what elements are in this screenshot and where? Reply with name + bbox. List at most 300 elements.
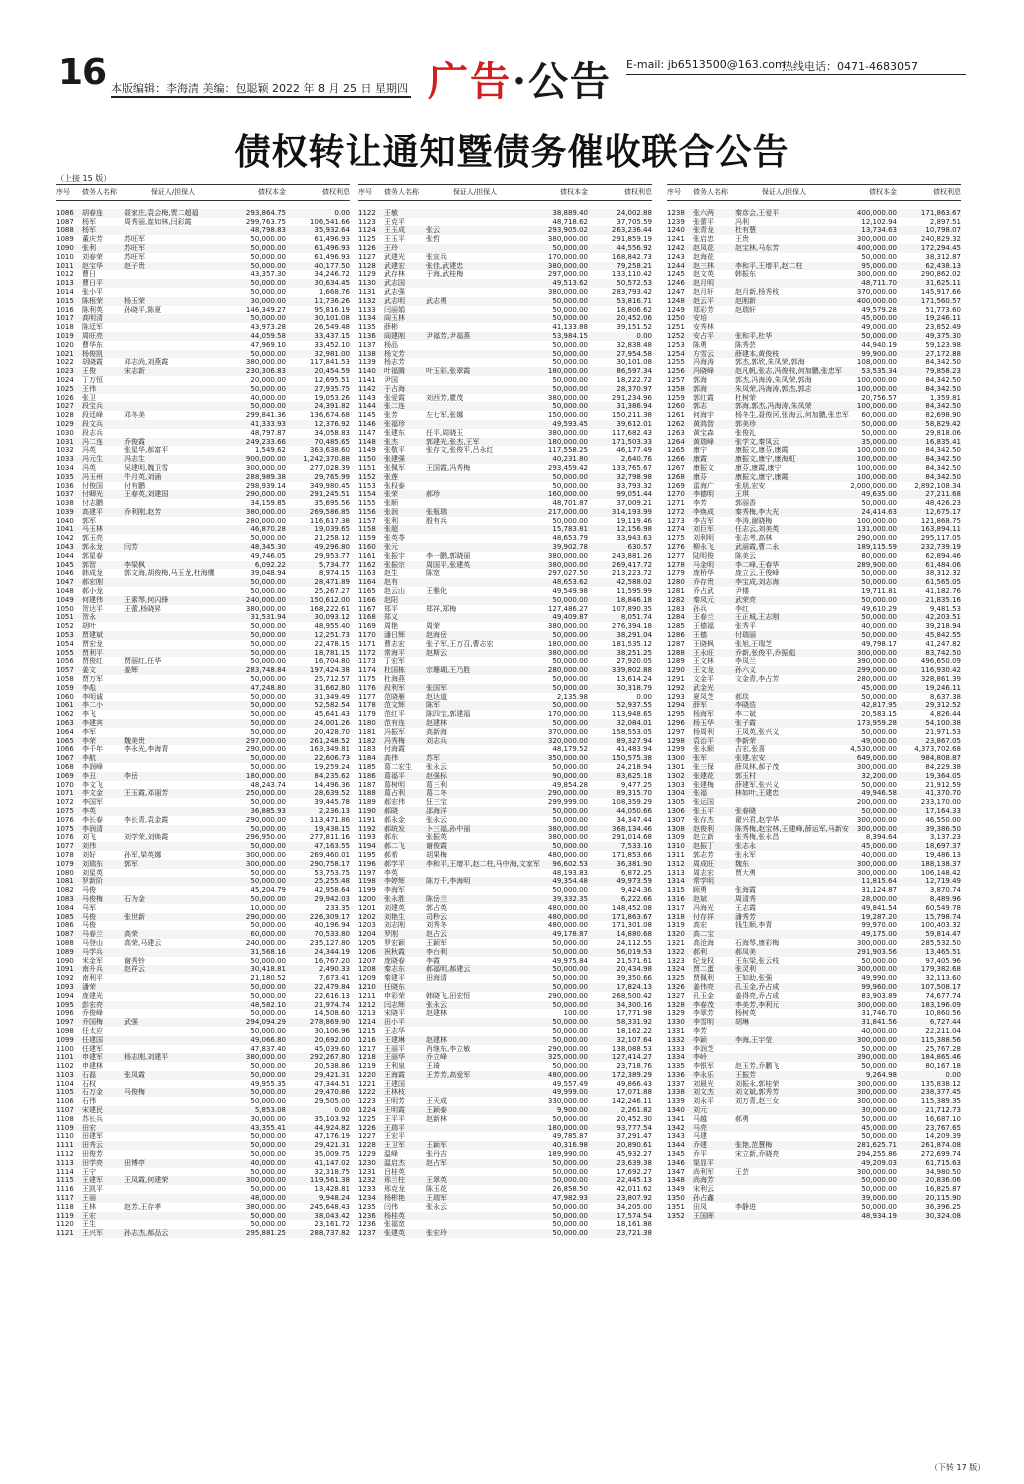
table-row <box>358 394 652 403</box>
cell-principal: 50,000.00 <box>552 349 588 358</box>
cell-principal: 290,000.00 <box>547 789 588 798</box>
cell-principal: 380,000.00 <box>547 833 588 842</box>
cell-principal: 40,231.80 <box>552 455 588 464</box>
cell-no: 1135 <box>358 323 376 332</box>
table-row <box>56 613 350 622</box>
cell-debtor: 冯海光 <box>693 903 714 912</box>
cell-debtor: 温峰 <box>384 1150 398 1159</box>
table-row <box>358 253 652 262</box>
cell-interest: 47,163.55 <box>314 842 350 851</box>
cell-principal: 45,000.00 <box>861 1123 897 1132</box>
table-row <box>56 1220 350 1229</box>
cell-guarantor: 苏旺军 <box>124 252 145 261</box>
cell-interest: 97,405.96 <box>925 956 961 965</box>
cell-principal: 50,000.00 <box>552 1167 588 1176</box>
cell-interest: 84,342.50 <box>925 375 961 384</box>
cell-no: 1075 <box>56 824 74 833</box>
cell-debtor: 杨俊凯 <box>82 349 103 358</box>
cell-interest: 119,561.38 <box>309 1176 350 1185</box>
table-row <box>358 464 652 473</box>
cell-guarantor <box>426 534 524 543</box>
cell-debtor: 郝晓 <box>384 806 398 815</box>
cell-interest: 30,106.96 <box>314 1026 350 1035</box>
cell-guarantor <box>124 728 222 737</box>
table-row <box>667 860 961 869</box>
cell-debtor: 王国晖 <box>693 1211 714 1220</box>
table-row <box>56 455 350 464</box>
cell-guarantor <box>426 1018 524 1027</box>
cell-debtor: 姜文 <box>82 666 96 675</box>
cell-no: 1106 <box>56 1097 74 1106</box>
cell-interest: 32,838.48 <box>616 340 652 349</box>
table-row <box>358 622 652 631</box>
cell-principal: 48,797.87 <box>250 428 286 437</box>
cell-no: 1058 <box>56 675 74 684</box>
cell-no: 1272 <box>667 507 685 516</box>
cell-debtor: 庞桥华 <box>693 569 714 578</box>
cell-no: 1302 <box>667 771 685 780</box>
cell-debtor: 李英 <box>384 868 398 877</box>
cell-principal: 100,000.00 <box>856 463 897 472</box>
cell-debtor: 段宝兵 <box>82 402 103 411</box>
cell-guarantor: 王春英,刘建国 <box>124 490 169 499</box>
table-row <box>667 1036 961 1045</box>
cell-no: 1052 <box>56 622 74 631</box>
cell-principal: 39,000.00 <box>861 1194 897 1203</box>
table-row <box>358 1203 652 1212</box>
cell-interest: 32,084.01 <box>616 719 652 728</box>
cell-interest: 46,177.49 <box>616 446 652 455</box>
cell-debtor: 郝希 <box>384 850 398 859</box>
cell-guarantor: 赵海岳 <box>426 631 447 640</box>
cell-no: 1017 <box>56 314 74 323</box>
cell-principal: 300,000.00 <box>245 850 286 859</box>
cell-principal: 50,000.00 <box>250 243 286 252</box>
cell-interest: 99,051.44 <box>616 490 652 499</box>
cell-principal: 50,000.00 <box>250 402 286 411</box>
cell-no: 1271 <box>667 499 685 508</box>
cell-no: 1323 <box>667 956 685 965</box>
cell-no: 1089 <box>56 235 74 244</box>
cell-guarantor: 孙军,梁英娜 <box>124 850 162 859</box>
cell-debtor: 李建宾 <box>82 719 103 728</box>
cell-interest: 269,460.01 <box>309 850 350 859</box>
cell-no: 1282 <box>667 595 685 604</box>
cell-no: 1208 <box>358 965 376 974</box>
cell-interest: 30,093.12 <box>314 613 350 622</box>
cell-debtor: 杨志芳 <box>384 358 405 367</box>
cell-no: 1338 <box>667 1088 685 1097</box>
cell-no: 1137 <box>358 340 376 349</box>
cell-principal: 50,000.00 <box>250 314 286 323</box>
cell-principal: 49,354.48 <box>552 877 588 886</box>
cell-interest: 142,246.11 <box>611 1097 652 1106</box>
cell-guarantor <box>124 376 222 385</box>
table-row <box>667 798 961 807</box>
table-row <box>56 1159 350 1168</box>
cell-principal: 48,711.70 <box>861 279 897 288</box>
cell-no: 1086 <box>56 208 74 217</box>
cell-debtor: 尚海芳 <box>693 1176 714 1185</box>
table-row <box>358 965 652 974</box>
cell-interest: 24,344.19 <box>314 947 350 956</box>
cell-no: 1101 <box>56 1053 74 1062</box>
cell-debtor: 王建军 <box>82 1176 103 1185</box>
cell-principal: 90,000.00 <box>552 771 588 780</box>
cell-debtor: 罗宏颖 <box>384 938 405 947</box>
cell-guarantor <box>426 578 524 587</box>
header-interest: 债权利息 <box>322 188 350 196</box>
cell-interest: 314,193.99 <box>611 507 652 516</box>
cell-no: 1152 <box>358 472 376 481</box>
table-row <box>56 948 350 957</box>
cell-debtor: 潘荣 <box>82 982 96 991</box>
cell-interest: 53,753.75 <box>314 868 350 877</box>
cell-guarantor: 郝琰 <box>735 692 749 701</box>
cell-principal: 39,332.35 <box>552 894 588 903</box>
cell-debtor: 郝永金 <box>384 815 405 824</box>
cell-guarantor: 李二峰,王春华 <box>735 560 780 569</box>
cell-no: 1265 <box>667 446 685 455</box>
cell-no: 1122 <box>358 208 376 217</box>
cell-principal: 39,048.94 <box>250 569 286 578</box>
cell-debtor: 李彪 <box>82 683 96 692</box>
cell-guarantor: 赵宝林,马东芳 <box>735 243 780 252</box>
cell-no: 1222 <box>358 1088 376 1097</box>
cell-interest: 48,426.23 <box>925 499 961 508</box>
cell-principal: 50,000.00 <box>250 1026 286 1035</box>
cell-debtor: 张建花 <box>693 771 714 780</box>
cell-interest: 288,737.82 <box>309 1229 350 1238</box>
cell-guarantor <box>426 1220 524 1229</box>
cell-guarantor: 张星华,郝富平 <box>124 446 169 455</box>
cell-interest: 9,477.25 <box>620 780 652 789</box>
table-row <box>358 235 652 244</box>
table-row <box>667 877 961 886</box>
cell-interest: 83,742.50 <box>925 648 961 657</box>
header-debtor: 债务人名称 <box>693 188 728 196</box>
cell-debtor: 马俊 <box>82 921 96 930</box>
cell-guarantor <box>426 543 524 552</box>
cell-no: 1146 <box>358 419 376 428</box>
cell-guarantor: 郭杰,冯海涛,朱凤荣,郭海 <box>735 375 812 384</box>
cell-debtor: 石伟 <box>82 1097 96 1106</box>
cell-principal: 300,000.00 <box>856 763 897 771</box>
cell-debtor: 郝小龙 <box>82 587 103 596</box>
cell-debtor: 李海军 <box>384 886 405 895</box>
table-row <box>358 358 652 367</box>
cell-guarantor: 刘万青,赵三女 <box>735 1097 780 1106</box>
cell-debtor: 王兴军 <box>82 1229 103 1238</box>
cell-no: 1028 <box>56 411 74 420</box>
cell-interest: 291,234.96 <box>611 393 652 402</box>
cell-guarantor <box>124 1062 222 1071</box>
cell-no: 1296 <box>667 719 685 728</box>
cell-principal: 100,000.00 <box>856 455 897 464</box>
cell-debtor: 郑彩芳 <box>693 305 714 314</box>
cell-principal: 50,000.00 <box>250 763 286 771</box>
cell-no: 1310 <box>667 842 685 851</box>
table-row <box>56 657 350 666</box>
cell-debtor: 曹日 <box>82 270 96 279</box>
cell-principal: 11,815.64 <box>861 877 897 886</box>
table-row <box>667 772 961 781</box>
table-row <box>358 816 652 825</box>
cell-principal: 49,557.49 <box>552 1079 588 1088</box>
cell-debtor: 乔国梅 <box>82 1018 103 1027</box>
table-row <box>56 710 350 719</box>
cell-principal: 50,000.00 <box>250 894 286 903</box>
cell-interest: 29,953.77 <box>314 551 350 560</box>
cell-no: 1150 <box>358 455 376 464</box>
cell-debtor: 李千年 <box>82 745 103 754</box>
table-row <box>667 244 961 253</box>
table-row <box>56 341 350 350</box>
cell-guarantor: 李凤兰 <box>735 657 756 666</box>
cell-principal: 50,000.00 <box>552 1220 588 1229</box>
table-row <box>56 534 350 543</box>
cell-interest: 45,932.27 <box>616 1150 652 1159</box>
cell-no: 1141 <box>358 375 376 384</box>
cell-no: 1038 <box>56 499 74 508</box>
cell-guarantor: 王东梁,张云枝 <box>735 956 780 965</box>
table-row <box>667 930 961 939</box>
cell-debtor: 胡晓霞 <box>82 358 103 367</box>
table-row <box>358 957 652 966</box>
contact-phone: 热线电话：0471-4683057 <box>782 60 918 73</box>
cell-interest: 27,920.05 <box>616 657 652 666</box>
cell-principal: 39,902.78 <box>552 543 588 552</box>
cell-no: 1255 <box>667 358 685 367</box>
table-row <box>358 1036 652 1045</box>
cell-principal: 50,000.00 <box>250 587 286 596</box>
cell-no: 1108 <box>56 1114 74 1123</box>
cell-principal: 50,000.00 <box>250 877 286 886</box>
cell-interest: 245,648.43 <box>309 1202 350 1211</box>
cell-guarantor <box>735 253 833 262</box>
cell-no: 1343 <box>667 1132 685 1141</box>
cell-debtor: 刘建英 <box>384 903 405 912</box>
cell-guarantor: 左七军,张娜 <box>426 411 464 420</box>
table-row <box>56 904 350 913</box>
cell-debtor: 刘巨军 <box>693 525 714 534</box>
table-row <box>56 789 350 798</box>
cell-guarantor <box>426 657 524 666</box>
cell-debtor: 郭志芳 <box>693 850 714 859</box>
cell-interest: 8,637.38 <box>929 692 961 701</box>
cell-debtor: 郭玉亮 <box>82 534 103 543</box>
cell-guarantor: 王国霞,冯秀梅 <box>426 463 471 472</box>
cell-interest: 45,842.55 <box>925 631 961 640</box>
cell-no: 1171 <box>358 639 376 648</box>
cell-no: 1159 <box>358 534 376 543</box>
cell-principal: 4,530,000.00 <box>850 745 897 754</box>
cell-principal: 50,000.00 <box>861 1176 897 1185</box>
table-row <box>56 482 350 491</box>
table-row <box>358 543 652 552</box>
table-row <box>358 613 652 622</box>
cell-no: 1246 <box>667 279 685 288</box>
cell-principal: 50,000.00 <box>552 472 588 481</box>
table-row <box>56 587 350 596</box>
cell-interest: 17,164.33 <box>925 806 961 815</box>
cell-principal: 6,092.22 <box>254 560 286 569</box>
cell-principal: 50,000.00 <box>861 631 897 640</box>
cell-debtor: 郝学平 <box>384 859 405 868</box>
cell-debtor: 陈根荣 <box>82 296 103 305</box>
cell-interest: 45,039.60 <box>314 1044 350 1053</box>
cell-guarantor: 李台利 <box>426 947 447 956</box>
cell-interest: 17,771.98 <box>616 1009 652 1018</box>
cell-principal: 99,970.00 <box>861 921 897 930</box>
table-row <box>358 842 652 851</box>
cell-guarantor: 赵建林 <box>426 1035 447 1044</box>
cell-no: 1117 <box>56 1194 74 1203</box>
cell-interest: 61,484.06 <box>925 560 961 569</box>
cell-guarantor: 翟兴君,赵学华 <box>735 815 780 824</box>
cell-debtor: 马建 <box>693 1132 707 1141</box>
cell-no: 1094 <box>56 991 74 1000</box>
cell-interest: 29,421.31 <box>314 1141 350 1150</box>
cell-principal: 50,000.00 <box>552 719 588 728</box>
cell-principal: 50,000.00 <box>250 1009 286 1018</box>
header-interest: 债权利息 <box>624 188 652 196</box>
cell-principal: 293,864.75 <box>245 208 286 217</box>
cell-debtor: 薛军 <box>693 701 707 710</box>
cell-guarantor <box>735 930 833 939</box>
cell-debtor: 马俊梅 <box>82 894 103 903</box>
cell-guarantor: 魏东 <box>735 859 749 868</box>
cell-interest: 12,719.49 <box>925 877 961 886</box>
cell-principal: 48,000.00 <box>250 1194 286 1203</box>
table-row <box>358 1150 652 1159</box>
cell-no: 1237 <box>358 1229 376 1238</box>
cell-guarantor: 张宏玲 <box>426 1229 447 1238</box>
cell-guarantor <box>124 1036 222 1045</box>
cell-principal: 480,000.00 <box>547 850 588 859</box>
cell-principal: 50,000.00 <box>250 991 286 1000</box>
cell-principal: 50,000.00 <box>552 595 588 604</box>
cell-interest: 106,148.42 <box>920 868 961 877</box>
cell-guarantor: 乔新,张俊平,乔振彪 <box>735 648 796 657</box>
cell-no: 1245 <box>667 270 685 279</box>
cell-interest: 33,437.15 <box>314 331 350 340</box>
cell-debtor: 任晓东 <box>384 982 405 991</box>
cell-no: 1216 <box>358 1035 376 1044</box>
cell-interest: 163,349.81 <box>309 745 350 754</box>
cell-no: 1023 <box>56 367 74 376</box>
cell-principal: 240,000.00 <box>245 938 286 947</box>
table-row <box>358 1115 652 1124</box>
cell-interest: 14,508.60 <box>314 1009 350 1018</box>
cell-no: 1212 <box>358 1000 376 1009</box>
cell-no: 1066 <box>56 745 74 754</box>
cell-principal: 280,000.00 <box>245 516 286 525</box>
cell-principal: 298,939.14 <box>245 481 286 490</box>
cell-debtor: 杨桂英 <box>384 1211 405 1220</box>
table-row <box>667 569 961 578</box>
cell-no: 1056 <box>56 657 74 666</box>
table-row <box>358 798 652 807</box>
cell-debtor: 申彩荣 <box>384 991 405 1000</box>
cell-guarantor: 赵新林 <box>426 1114 447 1123</box>
cell-guarantor: 郭丽香 <box>735 499 756 508</box>
cell-debtor: 姜伟亮 <box>693 982 714 991</box>
cell-principal: 380,000.00 <box>547 551 588 560</box>
cell-principal: 325,000.00 <box>547 1053 588 1062</box>
cell-debtor: 陈勇 <box>693 340 707 349</box>
cell-guarantor <box>124 1220 222 1229</box>
cell-no: 1170 <box>358 631 376 640</box>
cell-interest: 84,342.50 <box>925 358 961 367</box>
cell-principal: 50,000.00 <box>861 499 897 508</box>
cell-debtor: 郝二飞 <box>384 842 405 851</box>
cell-interest: 27,935.75 <box>314 384 350 393</box>
cell-guarantor: 吴建明,魏卫雪 <box>124 463 169 472</box>
cell-guarantor: 李一鹏,郭晓丽 <box>426 551 471 560</box>
cell-guarantor: 陈四宝,郭建福 <box>426 710 471 719</box>
cell-principal: 50,000.00 <box>861 569 897 578</box>
cell-no: 1226 <box>358 1123 376 1132</box>
table-row <box>358 376 652 385</box>
cell-guarantor: 张凤霞 <box>124 1070 145 1079</box>
cell-principal: 30,000.00 <box>861 1106 897 1115</box>
cell-guarantor: 赵瑞轩 <box>735 305 756 314</box>
cell-interest: 53,816.71 <box>616 296 652 305</box>
table-row <box>358 930 652 939</box>
cell-interest: 107,508.17 <box>920 982 961 991</box>
cell-interest: 233,170.00 <box>920 798 961 807</box>
cell-interest: 32,981.00 <box>314 349 350 358</box>
cell-interest: 984,808.87 <box>920 754 961 763</box>
table-row <box>358 807 652 816</box>
cell-principal: 49,746.05 <box>250 551 286 560</box>
cell-no: 1263 <box>667 428 685 437</box>
table-row <box>358 482 652 491</box>
cell-no: 1049 <box>56 595 74 604</box>
cell-debtor: 冯英 <box>82 446 96 455</box>
cell-no: 1110 <box>56 1132 74 1141</box>
cell-guarantor <box>124 587 222 596</box>
cell-principal: 50,000.00 <box>250 956 286 965</box>
cell-no: 1328 <box>667 1000 685 1009</box>
cell-principal: 49,409.87 <box>552 613 588 622</box>
cell-debtor: 杜国栋 <box>384 666 405 675</box>
cell-interest: 23,718.76 <box>616 1062 652 1071</box>
table-row <box>667 420 961 429</box>
cell-debtor: 马春兰 <box>82 930 103 939</box>
cell-guarantor: 马俊梅 <box>124 1088 145 1097</box>
cell-guarantor: 赵建林 <box>426 719 447 728</box>
cell-principal: 293,459.42 <box>547 463 588 472</box>
cell-guarantor: 张艳,范慧梅 <box>735 1141 773 1150</box>
cell-debtor: 张永顺 <box>693 745 714 754</box>
cell-principal: 300,000.00 <box>245 463 286 472</box>
cell-debtor: 袁治平 <box>693 736 714 745</box>
cell-interest: 38,251.25 <box>616 648 652 657</box>
cell-debtor: 贺达平 <box>82 604 103 613</box>
table-row <box>56 798 350 807</box>
cell-no: 1281 <box>667 587 685 596</box>
table-row <box>358 420 652 429</box>
cell-no: 1295 <box>667 710 685 719</box>
cell-interest: 39,151.52 <box>616 323 652 332</box>
cell-no: 1055 <box>56 648 74 657</box>
cell-debtor: 张佩军 <box>384 463 405 472</box>
cell-interest: 150,575.38 <box>611 754 652 763</box>
table-row <box>667 816 961 825</box>
section-title-a: 广告 <box>428 58 512 105</box>
